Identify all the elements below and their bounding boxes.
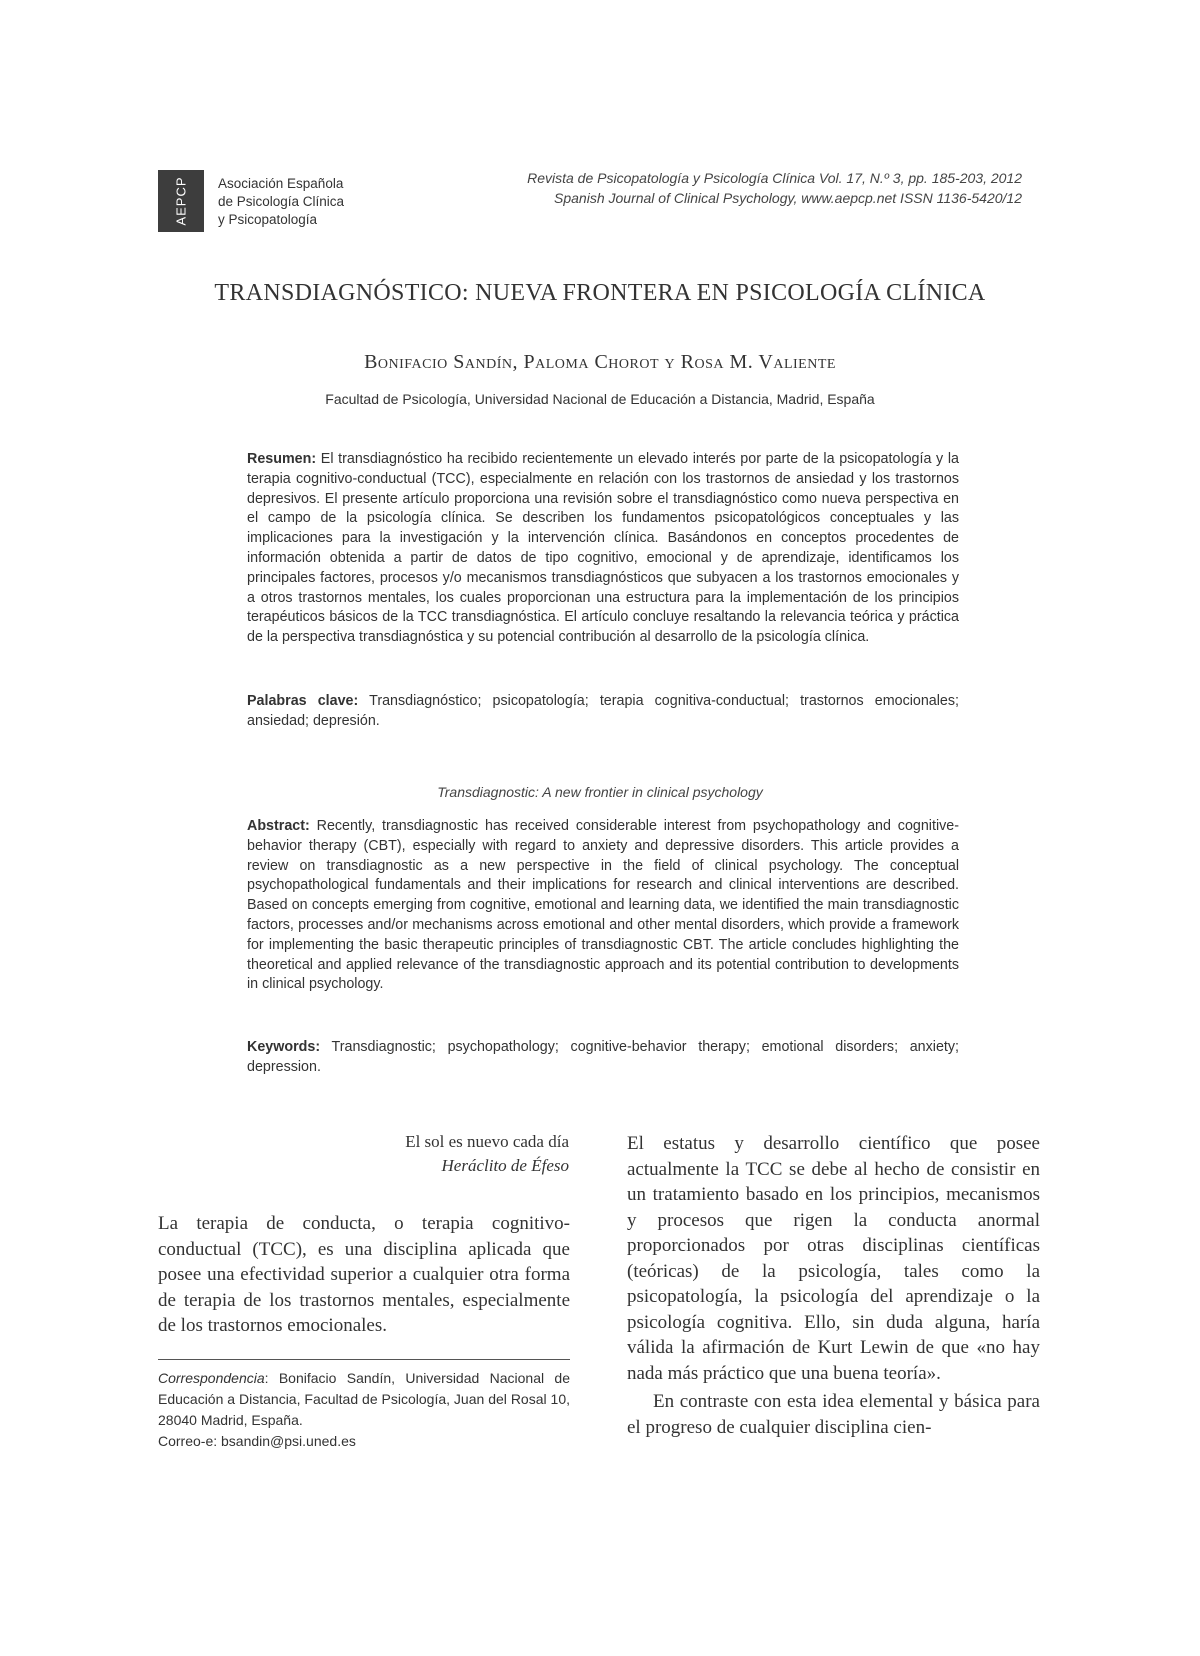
english-title: Transdiagnostic: A new frontier in clinical psychology <box>437 784 763 800</box>
body-left-paragraph: La terapia de conducta, o terapia cognitivo-conductual (TCC), es una disciplina aplicada que posee una efectividad superior a cualquier otra forma de terapia de los trastornos mentales, especialmente de los trastornos emocionales. <box>158 1213 570 1336</box>
resumen-text: El transdiagnóstico ha recibido recientemente un elevado interés por parte de la psicopatología y la terapia cognitivo-conductual (TCC), especialmente en relación con los trastornos de ansiedad y los trastornos depresivos. El presente artículo proporciona una revisión sobre el transdiagnóstico como nueva perspectiva en el campo de la psicología clínica. Se describen los fundamentos psicopatológicos conceptuales y las implicaciones para la investigación y la intervención clínica. Basándonos en conceptos procedentes de información obtenida a partir de datos de tipo cognitivo, emocional y de aprendizaje, identificamos los principales factores, procesos y/o mecanismos transdiagnósticos que subyacen a los trastornos emocionales y a otros trastornos mentales, los cuales proporcionan una estructura para la implementación de los principios terapéuticos básicos de la TCC transdiagnóstica. El artículo concluye resaltando la relevancia teórica y práctica de la perspectiva transdiagnóstica y su potencial contribución al desarrollo de la psicología clínica. <box>247 451 959 646</box>
journal-citation: Revista de Psicopatología y Psicología Clínica Vol. 17, N.º 3, pp. 185-203, 2012 <box>527 170 1022 186</box>
footnote-text: : Bonifacio Sandín, Universidad Nacional de Educación a Distancia, Facultad de Psicología, Juan del Rosal 10, 28040 Madrid, España. <box>158 1370 570 1428</box>
journal-issn: Spanish Journal of Clinical Psychology, www.aepcp.net ISSN 1136-5420/12 <box>554 190 1022 206</box>
keywords-paragraph <box>247 1038 959 1078</box>
epigraph <box>405 1130 569 1178</box>
keywords-text: Transdiagnostic; psychopathology; cognitive-behavior therapy; emotional disorders; anxiety; depression. <box>247 1039 959 1075</box>
logo-text: AEPCP <box>173 176 189 226</box>
keywords-label: Keywords: <box>247 1039 321 1055</box>
epigraph-author: Heráclito de Éfeso <box>441 1156 569 1175</box>
palabras-clave-text: Transdiagnóstico; psicopatología; terapia cognitiva-conductual; trastornos emocionales; ansiedad; depresión. <box>247 693 960 729</box>
footnote-label: Correspondencia <box>158 1370 265 1386</box>
body-right-paragraph-1: El estatus y desarrollo científico que posee actualmente la TCC se debe al hecho de consistir en un tratamiento basado en los principios, mecanismos y procesos que rigen la conducta anormal proporcionados por otras disciplinas científicas (teóricas) de la psicología, tales como la psicopatología, la psicología del aprendizaje o la psicología cognitiva. Ello, sin duda alguna, haría válida la afirmación de Kurt Lewin de que «no hay nada más práctico que una buena teoría». <box>627 1133 1040 1384</box>
association-line: y Psicopatología <box>218 212 318 227</box>
body-right-paragraph-2: En contraste con esta idea elemental y básica para el progreso de cualquier disciplina cien- <box>627 1391 1040 1438</box>
association-line: de Psicología Clínica <box>218 194 345 209</box>
footnote-email: Correo-e: bsandin@psi.uned.es <box>158 1433 356 1449</box>
resumen-paragraph <box>247 450 959 648</box>
epigraph-quote: El sol es nuevo cada día <box>405 1132 569 1151</box>
correspondence-footnote <box>158 1368 570 1452</box>
journal-logo <box>158 170 204 232</box>
abstract-text: Recently, transdiagnostic has received considerable interest from psychopathology and cognitive-behavior therapy (CBT), especially with regard to anxiety and depressive disorders. This article provides a review on transdiagnostic as a new perspective in the field of clinical psychology. The conceptual psychopathological fundamentals and their implications for research and clinical interventions are described. Based on concepts emerging from cognitive, emotional and learning data, we identified the main transdiagnostic factors, processes and/or mechanisms across emotional and other mental disorders, which provide a framework for implementing the basic therapeutic principles of transdiagnostic CBT. The article concludes highlighting the theoretical and applied relevance of the transdiagnostic approach and its potential contribution to developments in clinical psychology. <box>247 818 959 993</box>
article-authors: Bonifacio Sandín, Paloma Chorot y Rosa M. Valiente <box>364 351 836 373</box>
abstract-paragraph <box>247 817 959 995</box>
journal-info <box>527 168 1022 208</box>
abstract-label: Abstract: <box>247 818 310 834</box>
palabras-clave-paragraph <box>247 692 959 732</box>
association-line: Asociación Española <box>218 176 344 191</box>
palabras-clave-label: Palabras clave: <box>247 693 359 709</box>
author-affiliation: Facultad de Psicología, Universidad Nacional de Educación a Distancia, Madrid, España <box>325 391 875 407</box>
body-right-column <box>627 1131 1040 1440</box>
article-title: TRANSDIAGNÓSTICO: NUEVA FRONTERA EN PSICOLOGÍA CLÍNICA <box>214 280 986 306</box>
resumen-label: Resumen: <box>247 451 317 467</box>
footnote-rule <box>158 1359 570 1360</box>
association-name <box>218 175 344 229</box>
